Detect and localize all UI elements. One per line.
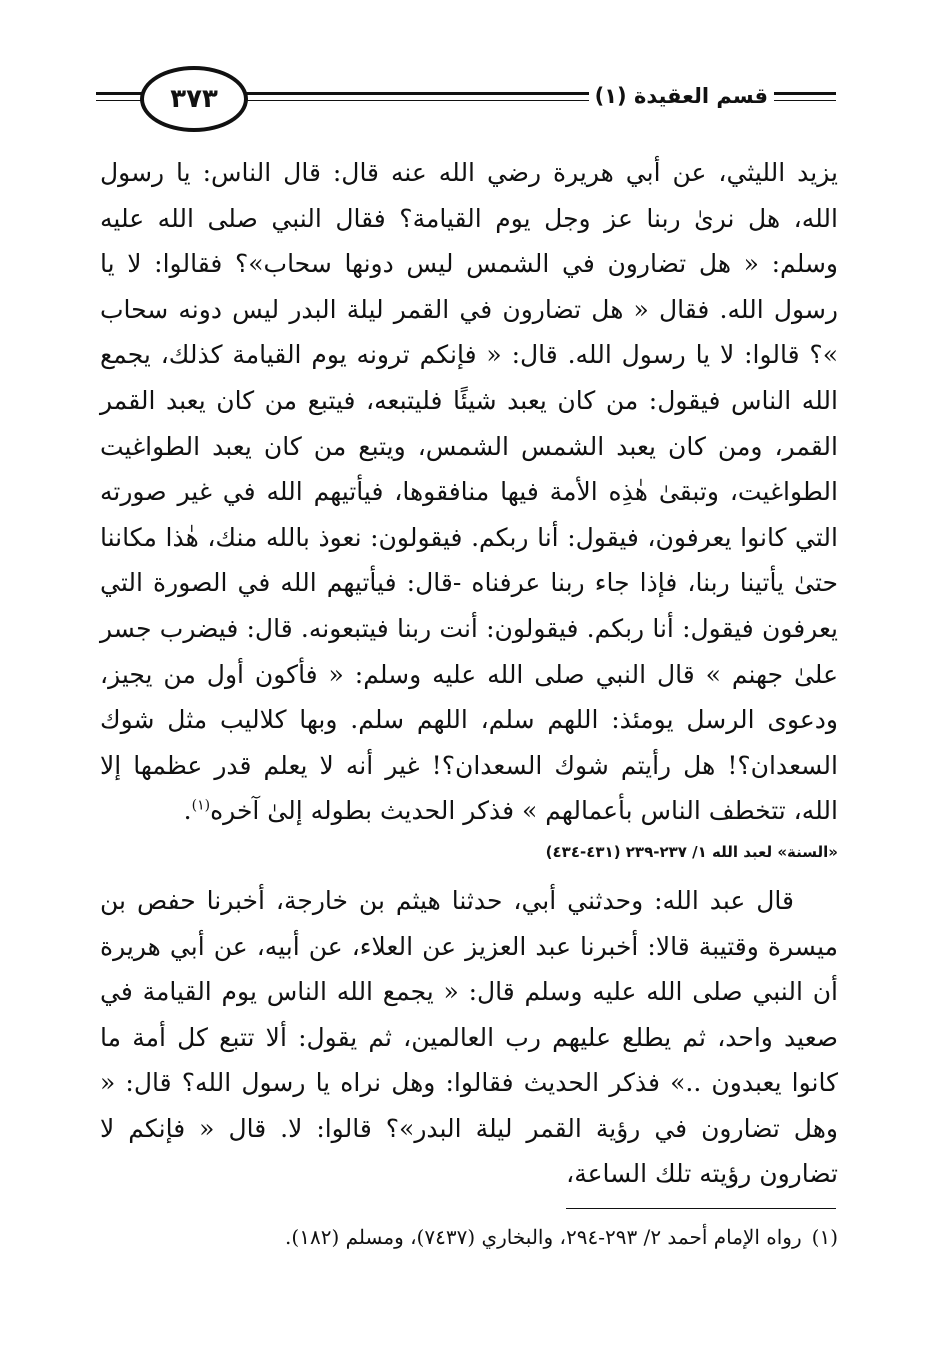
source-citation: «السنة» لعبد الله ١/ ٢٣٧-٢٣٩ (٤٣١-٤٣٤) xyxy=(545,842,838,861)
main-text xyxy=(100,150,838,1197)
paragraph-1-end: . xyxy=(183,796,192,826)
footnote-1 xyxy=(138,1222,838,1252)
footnote-reference[interactable]: (١) xyxy=(191,797,211,814)
header-rule-left xyxy=(96,92,142,95)
footnote-separator xyxy=(566,1208,836,1209)
page-number-text: ٣٧٣ xyxy=(170,84,218,114)
page-header xyxy=(96,62,836,134)
page-number xyxy=(140,66,248,132)
footnote-text: رواه الإمام أحمد ٢/ ٢٩٣-٢٩٤، والبخاري (٧٤٣٧)، ومسلم (١٨٢). xyxy=(285,1225,802,1249)
paragraph-1-text: يزيد الليثي، عن أبي هريرة رضي الله عنه قال: قال الناس: يا رسول الله، هل نرىٰ ربنا عز وجل يوم القيامة؟ فقال النبي صلى الله عليه وسلم: « هل تضارون في الشمس ليس دونها سحاب»؟ فقالوا: لا يا رسول الله. فقال « هل تضارون في القمر ليلة البدر ليس دونه سحاب »؟ قالوا: لا يا رسول الله. قال: « فإنكم ترونه يوم القيامة كذلك، يجمع الله الناس فيقول: من كان يعبد شيئًا فليتبعه، فيتبع من كان يعبد القمر القمر، ومن كان يعبد الشمس الشمس، ويتبع من كان يعبد الطواغيت الطواغيت، وتبقىٰ هٰذِه الأمة فيها منافقوها، فيأتيهم الله في غير صورته التي كانوا يعرفون، فيقول: أنا ربكم. فيقولون: نعوذ بالله منك، هٰذا مكاننا حتىٰ يأتينا ربنا، فإذا جاء ربنا عرفناه -قال: فيأتيهم الله في الصورة التي يعرفون فيقول: أنا ربكم. فيقولون: أنت ربنا فيتبعونه. قال: فيضرب جسر علىٰ جهنم » قال النبي صلى الله عليه وسلم: « فأكون أول من يجيز، ودعوى الرسل يومئذ: اللهم سلم، اللهم سلم. وبها كلاليب مثل شوك السعدان؟! هل رأيتم شوك السعدان؟! غير أنه لا يعلم قدر عظمها إلا الله، تتخطف الناس بأعمالهم » فذكر الحديث بطوله إلىٰ آخره xyxy=(100,158,838,826)
paragraph-1 xyxy=(100,150,838,834)
paragraph-2: قال عبد الله: وحدثني أبي، حدثنا هيثم بن خارجة، أخبرنا حفص بن ميسرة وقتيبة قالا: أخبرنا عبد العزيز عن العلاء، عن أبيه، عن أبي هريرة أن النبي صلى الله عليه وسلم قال: « يجمع الله الناس يوم القيامة في صعيد واحد، ثم يطلع عليهم رب العالمين، ثم يقول: ألا تتبع كل أمة ما كانوا يعبدون ..» فذكر الحديث فقالوا: وهل نراه يا رسول الله؟ قال: « وهل تضارون في رؤية القمر ليلة البدر»؟ قالوا: لا. قال « فإنكم لا تضارون رؤيته تلك الساعة، xyxy=(100,885,838,1189)
header-rule-left-thin xyxy=(96,100,142,101)
running-title: قسم العقيدة (١) xyxy=(589,84,774,108)
footnote-number: (١) xyxy=(811,1225,838,1249)
